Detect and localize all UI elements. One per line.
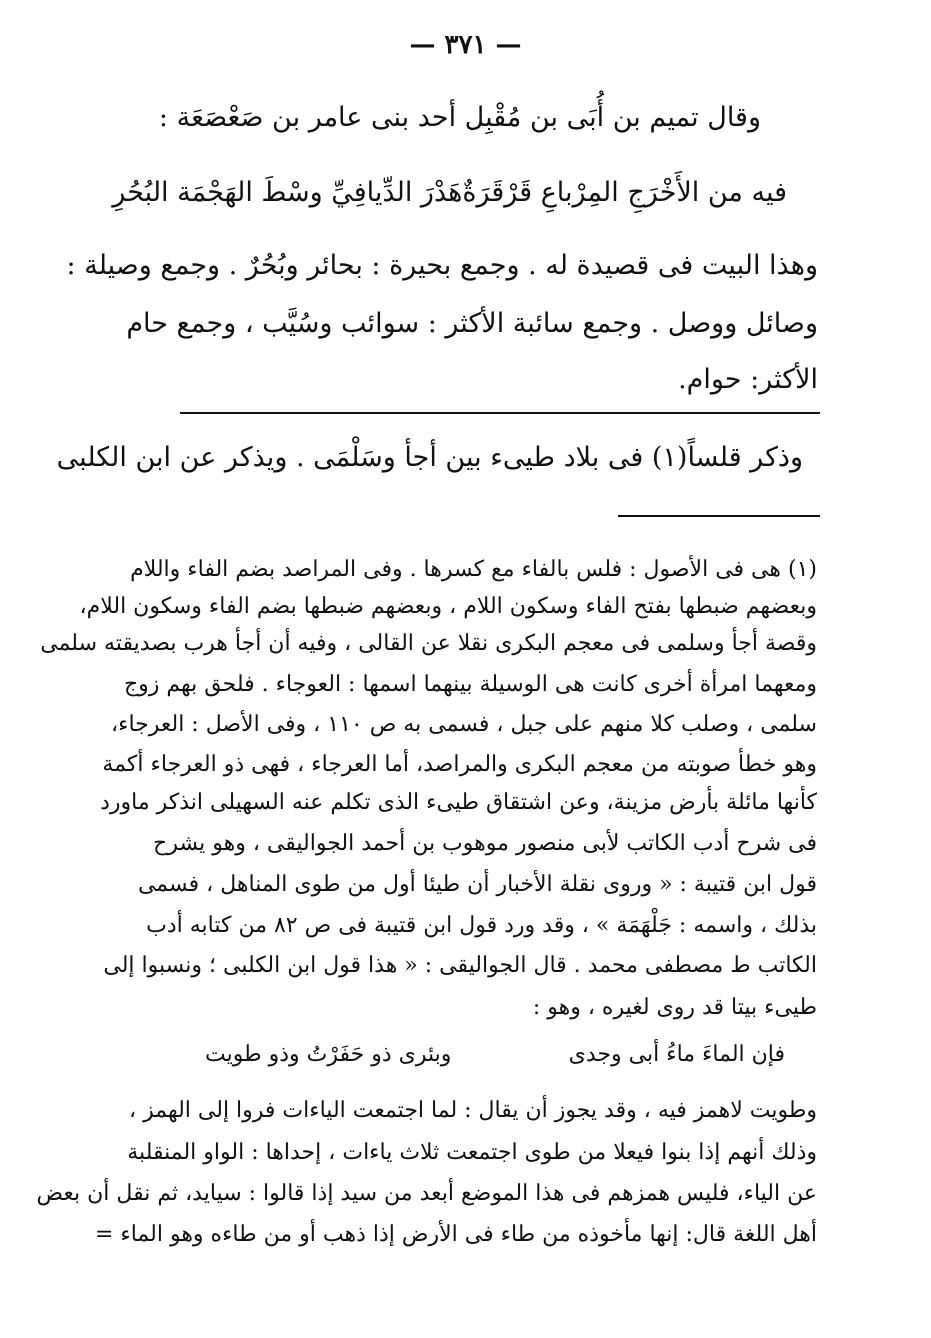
footnote-line: قول ابن قتيبة : « وروى نقلة الأخبار أن طيئا أول من طوى المناهل ، فسمى — [137, 872, 817, 897]
main-verse — [112, 177, 787, 208]
footnote-divider — [618, 515, 820, 517]
section-divider — [180, 412, 820, 414]
footnote-line: فى شرح أدب الكاتب لأبى منصور موهوب بن أحمد الجواليقى ، وهو يشرح — [153, 831, 817, 856]
page-number: — ٣٧١ — — [409, 30, 522, 60]
paragraph-line-3: الأكثر: حوام. — [678, 364, 818, 395]
footnote-line: وطويت لاهمز فيه ، وقد يجوز أن يقال : لما اجتمعت الياءات فروا إلى الهمز ، — [129, 1098, 817, 1123]
footnote-line: سلمى ، وصلب كلا منهم على جبل ، فسمى به ص ١١٠ ، وفى الأصل : العرجاء، — [111, 712, 817, 737]
footnote-verse-second-hemistich: وبئرى ذو حَفَرْتُ وذو طويت — [205, 1042, 452, 1067]
footnote-line: طيىء بيتا قد روى لغيره ، وهو : — [532, 995, 817, 1020]
footnote-line: وذلك أنهم إذا بنوا فيعلا من طوى اجتمعت ثلاث ياءات ، إحداها : الواو المنقلبة — [127, 1140, 817, 1165]
footnote-line: أهل اللغة قال: إنها مأخوذه من طاء فى الأرض إذا ذهب أو من طاءه وهو الماء = — [94, 1222, 817, 1247]
verse-second-hemistich: هَدْرَ الدِّيافِيِّ وسْطَ الهَجْمَة البُحُرِ — [112, 177, 463, 208]
footnote-line: كأنها مائلة بأرض مزينة، وعن اشتقاق طيىء الذى تكلم عنه السهيلى انذكر ماورد — [100, 790, 817, 815]
footnote-line: وهو خطأ صوبته من معجم البكرى والمراصد، أما العرجاء ، فهى ذو العرجاء أكمة — [102, 752, 817, 777]
footnote-line: وقصة أجأ وسلمى فى معجم البكرى نقلا عن القالى ، وفيه أن أجأ هرب بصديقته سلمى — [40, 631, 817, 656]
paragraph-line-2: وصائل ووصل . وجمع سائبة الأكثر : سوائب وسُيَّب ، وجمع حام — [126, 308, 818, 339]
footnote-line: (١) هى فى الأصول : فلس بالفاء مع كسرها . وفى المراصد بضم الفاء واللام — [130, 557, 817, 582]
footnote-verse-first-hemistich: فإن الماءَ ماءُ أبى وجدى — [568, 1042, 785, 1067]
footnote-line: وبعضهم ضبطها بفتح الفاء وسكون اللام ، وبعضهم ضبطها بضم الفاء وسكون اللام، — [79, 594, 817, 619]
footnote-line: ومعهما امرأة أخرى كانت هى الوسيلة بينهما اسمها : العوجاء . فلحق بهم زوج — [123, 672, 817, 697]
footnote-line: الكاتب ط مصطفى محمد . قال الجواليقى : « هذا قول ابن الكلبى ؛ ونسبوا إلى — [103, 953, 817, 978]
footnote-line: بذلك ، واسمه : جَلْهَمَة » ، وقد ورد قول ابن قتيبة فى ص ٨٢ من كتابه أدب — [146, 913, 817, 938]
continuation-line: وذكر قلساً(١) فى بلاد طيىء بين أجأ وسَلْمَى . ويذكر عن ابن الكلبى — [56, 442, 803, 473]
intro-line: وقال تميم بن أُبَى بن مُقْبِل أحد بنى عامر بن صَعْصَعَة : — [158, 102, 761, 133]
footnote-verse — [205, 1042, 785, 1067]
footnote-line: عن الياء، فليس همزهم فى هذا الموضع أبعد من سيد إذا قالوا : سيايد، ثم نقل أن بعض — [36, 1181, 817, 1206]
paragraph-line-1: وهذا البيت فى قصيدة له . وجمع بحيرة : بحائر وبُحُرٌ . وجمع وصيلة : — [66, 250, 818, 281]
verse-first-hemistich: فيه من الأَخْرَجِ المِرْباعِ قَرْقَرَةٌ — [462, 177, 787, 208]
